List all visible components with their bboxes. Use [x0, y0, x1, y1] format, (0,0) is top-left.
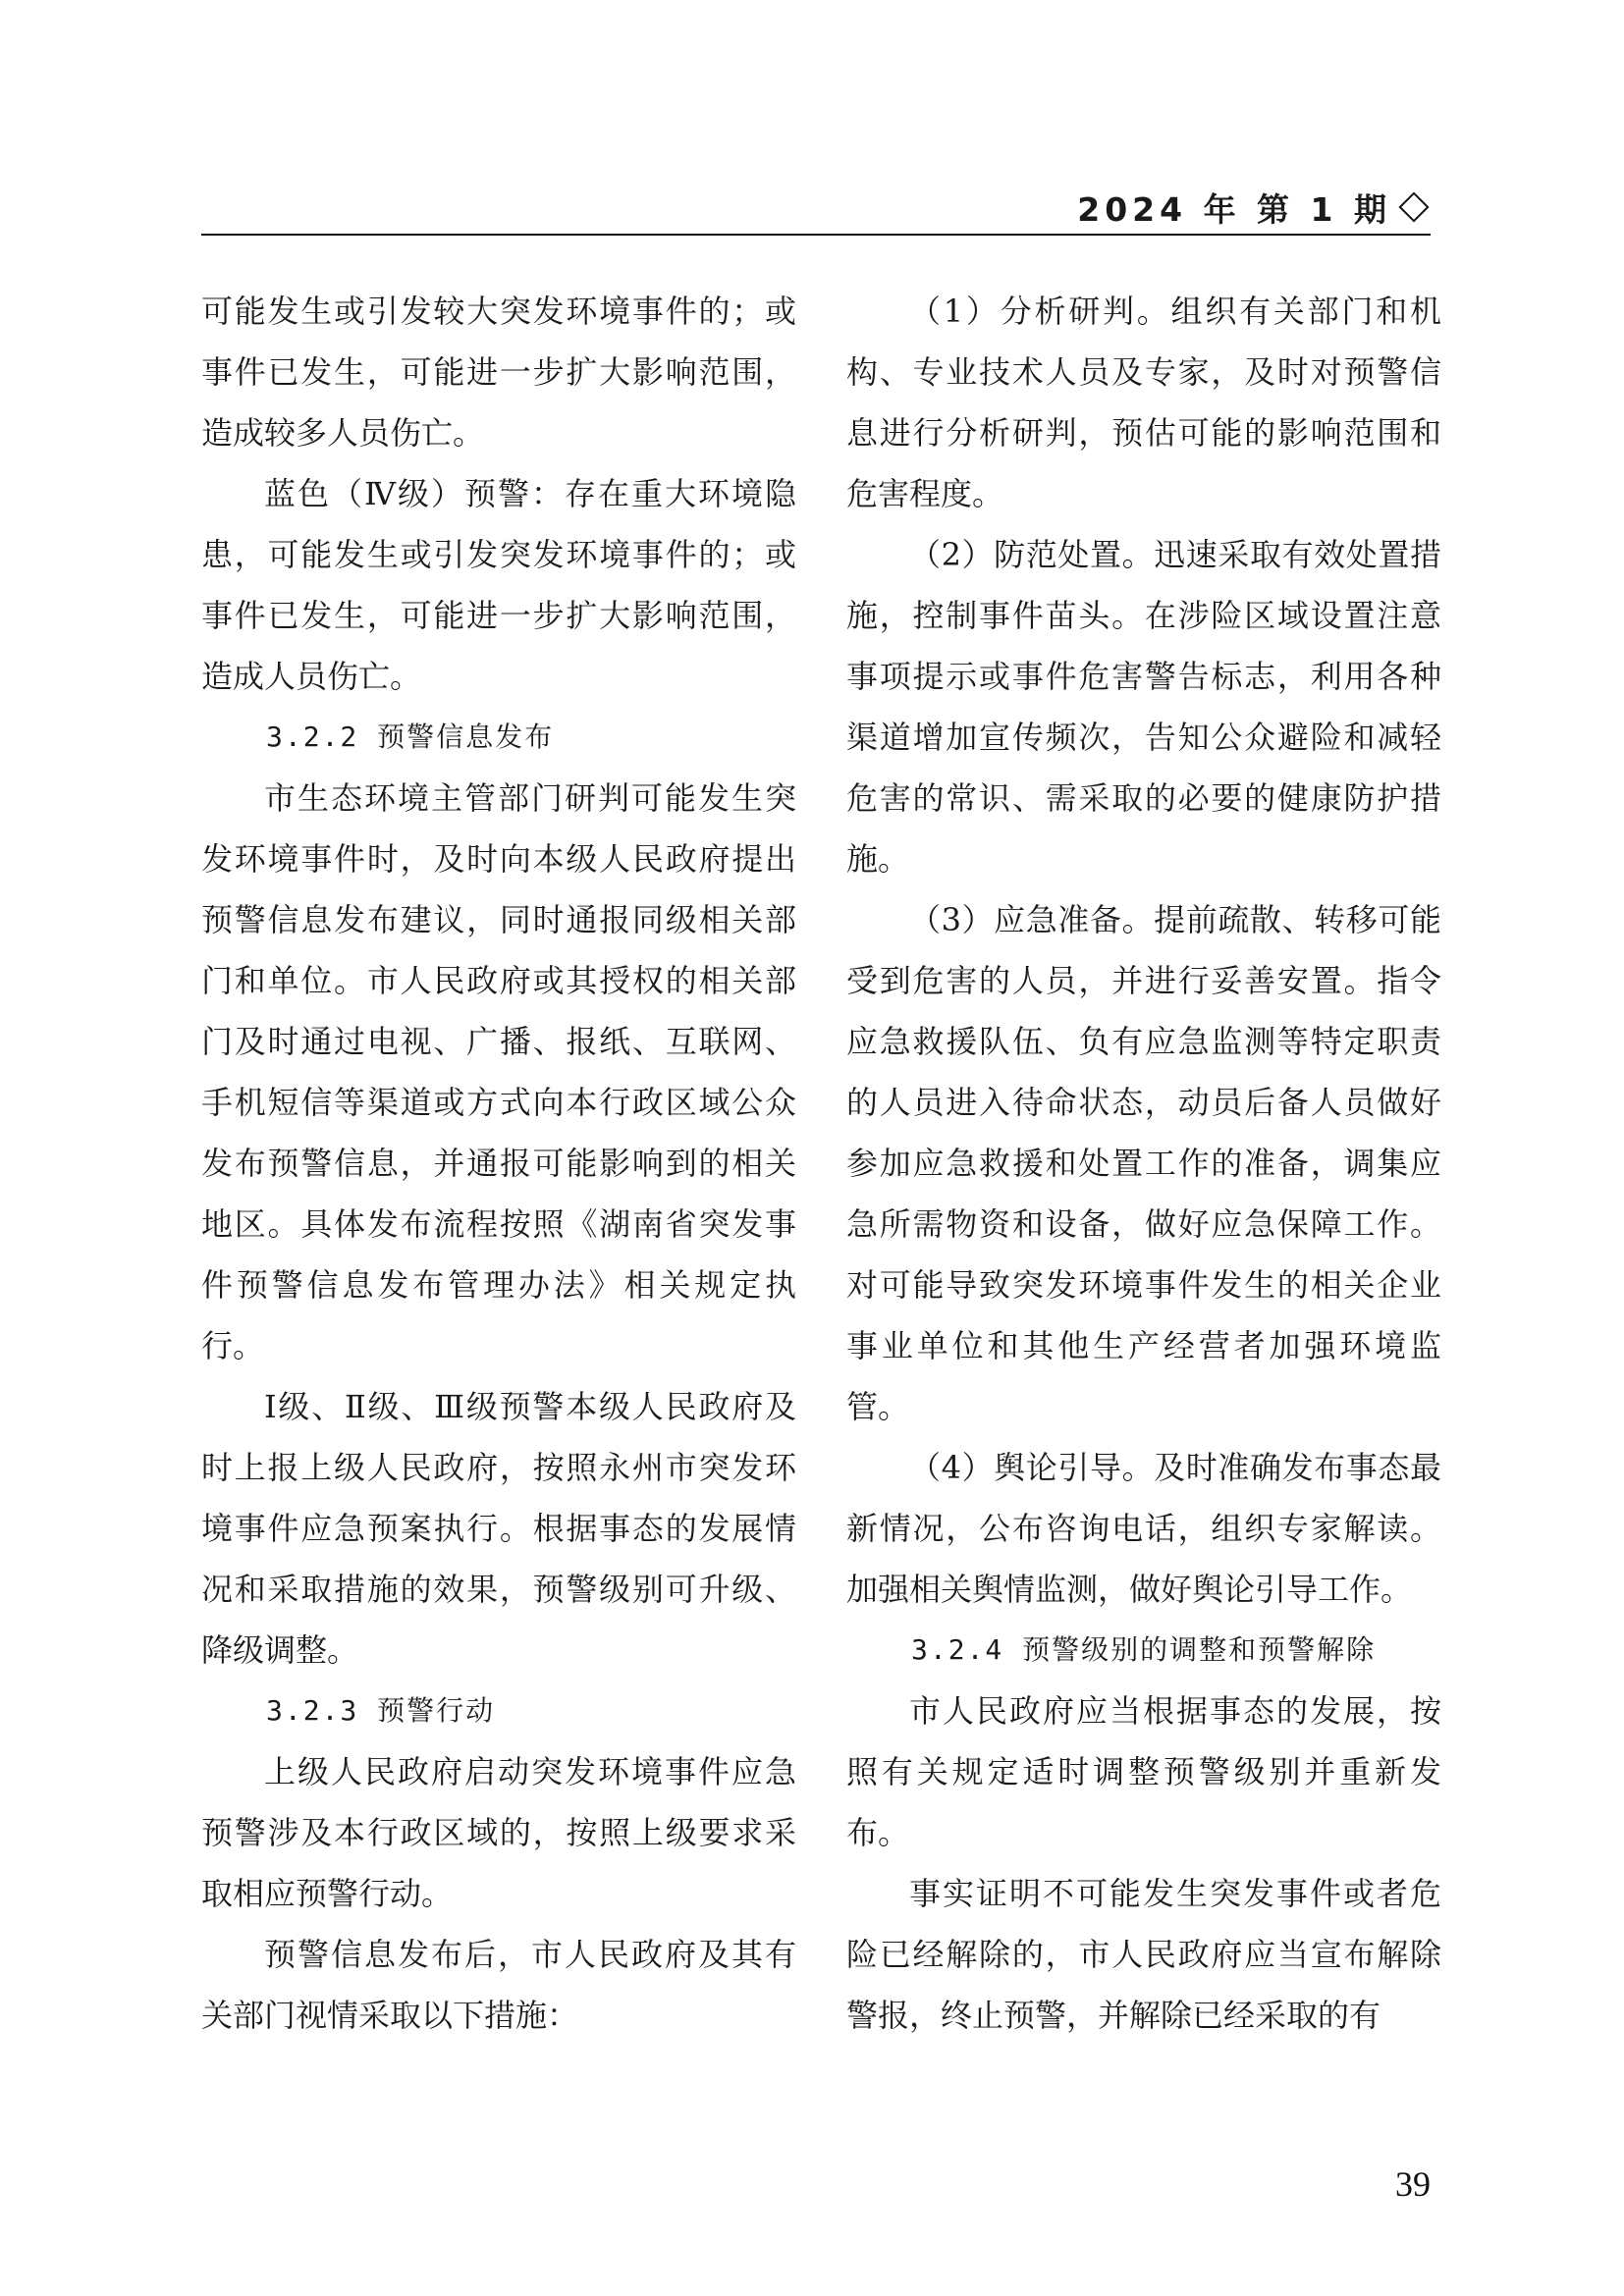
page-number: 39	[1395, 2164, 1431, 2204]
paragraph: Ⅰ级、Ⅱ级、Ⅲ级预警本级人民政府及时上报上级人民政府，按照永州市突发环境事件应急预案执行。根据事态的发展情况和采取措施的效果，预警级别可升级、降级调整。	[201, 1388, 796, 1669]
paragraph: 市人民政府应当根据事态的发展，按照有关规定适时调整预警级别并重新发布。	[846, 1692, 1441, 1851]
section-heading: 3.2.2 预警信息发布	[266, 721, 555, 753]
paragraph: 可能发生或引发较大突发环境事件的；或事件已发生，可能进一步扩大影响范围，造成较多人员伤亡。	[201, 293, 796, 452]
paragraph: 市生态环境主管部门研判可能发生突发环境事件时，及时向本级人民政府提出预警信息发布建议，同时通报同级相关部门和单位。市人民政府或其授权的相关部门及时通过电视、广播、报纸、互联网、手机短信等渠道或方式向本行政区域公众发布预警信息，并通报可能影响到的相关地区。具体发布流程按照《湖南省突发事件预警信息发布管理办法》相关规定执行。	[201, 779, 796, 1364]
paragraph: 蓝色（Ⅳ级）预警：存在重大环境隐患，可能发生或引发突发环境事件的；或事件已发生，可能进一步扩大影响范围，造成人员伤亡。	[201, 475, 796, 695]
issue-label-group	[1077, 185, 1431, 231]
paragraph: 上级人民政府启动突发环境事件应急预警涉及本行政区域的，按照上级要求采取相应预警行动。	[201, 1753, 796, 1912]
paragraph: （1）分析研判。组织有关部门和机构、专业技术人员及专家，及时对预警信息进行分析研判，预估可能的影响范围和危害程度。	[846, 293, 1441, 512]
section-heading: 3.2.3 预警行动	[266, 1694, 496, 1727]
issue-label: 2024 年 第 1 期	[1077, 190, 1391, 229]
paragraph: 预警信息发布后，市人民政府及其有关部门视情采取以下措施：	[201, 1936, 796, 2034]
diamond-icon	[1398, 191, 1429, 222]
paragraph: 事实证明不可能发生突发事件或者危险已经解除的，市人民政府应当宣布解除警报，终止预警，并解除已经采取的有	[846, 1875, 1441, 2034]
left-column	[201, 281, 796, 2046]
section-heading: 3.2.4 预警级别的调整和预警解除	[911, 1633, 1377, 1666]
paragraph: （2）防范处置。迅速采取有效处置措施，控制事件苗头。在涉险区域设置注意事项提示或事件危害警告标志，利用各种渠道增加宣传频次，告知公众避险和减轻危害的常识、需采取的必要的健康防护措施。	[846, 536, 1441, 878]
paragraph: （3）应急准备。提前疏散、转移可能受到危害的人员，并进行妥善安置。指令应急救援队伍、负有应急监测等特定职责的人员进入待命状态，动员后备人员做好参加应急救援和处置工作的准备，调集应急所需物资和设备，做好应急保障工作。对可能导致突发环境事件发生的相关企业事业单位和其他生产经营者加强环境监管。	[846, 901, 1441, 1425]
page-header	[201, 179, 1431, 236]
right-column	[846, 281, 1441, 2046]
paragraph: （4）舆论引导。及时准确发布事态最新情况，公布咨询电话，组织专家解读。加强相关舆情监测，做好舆论引导工作。	[846, 1449, 1441, 1608]
